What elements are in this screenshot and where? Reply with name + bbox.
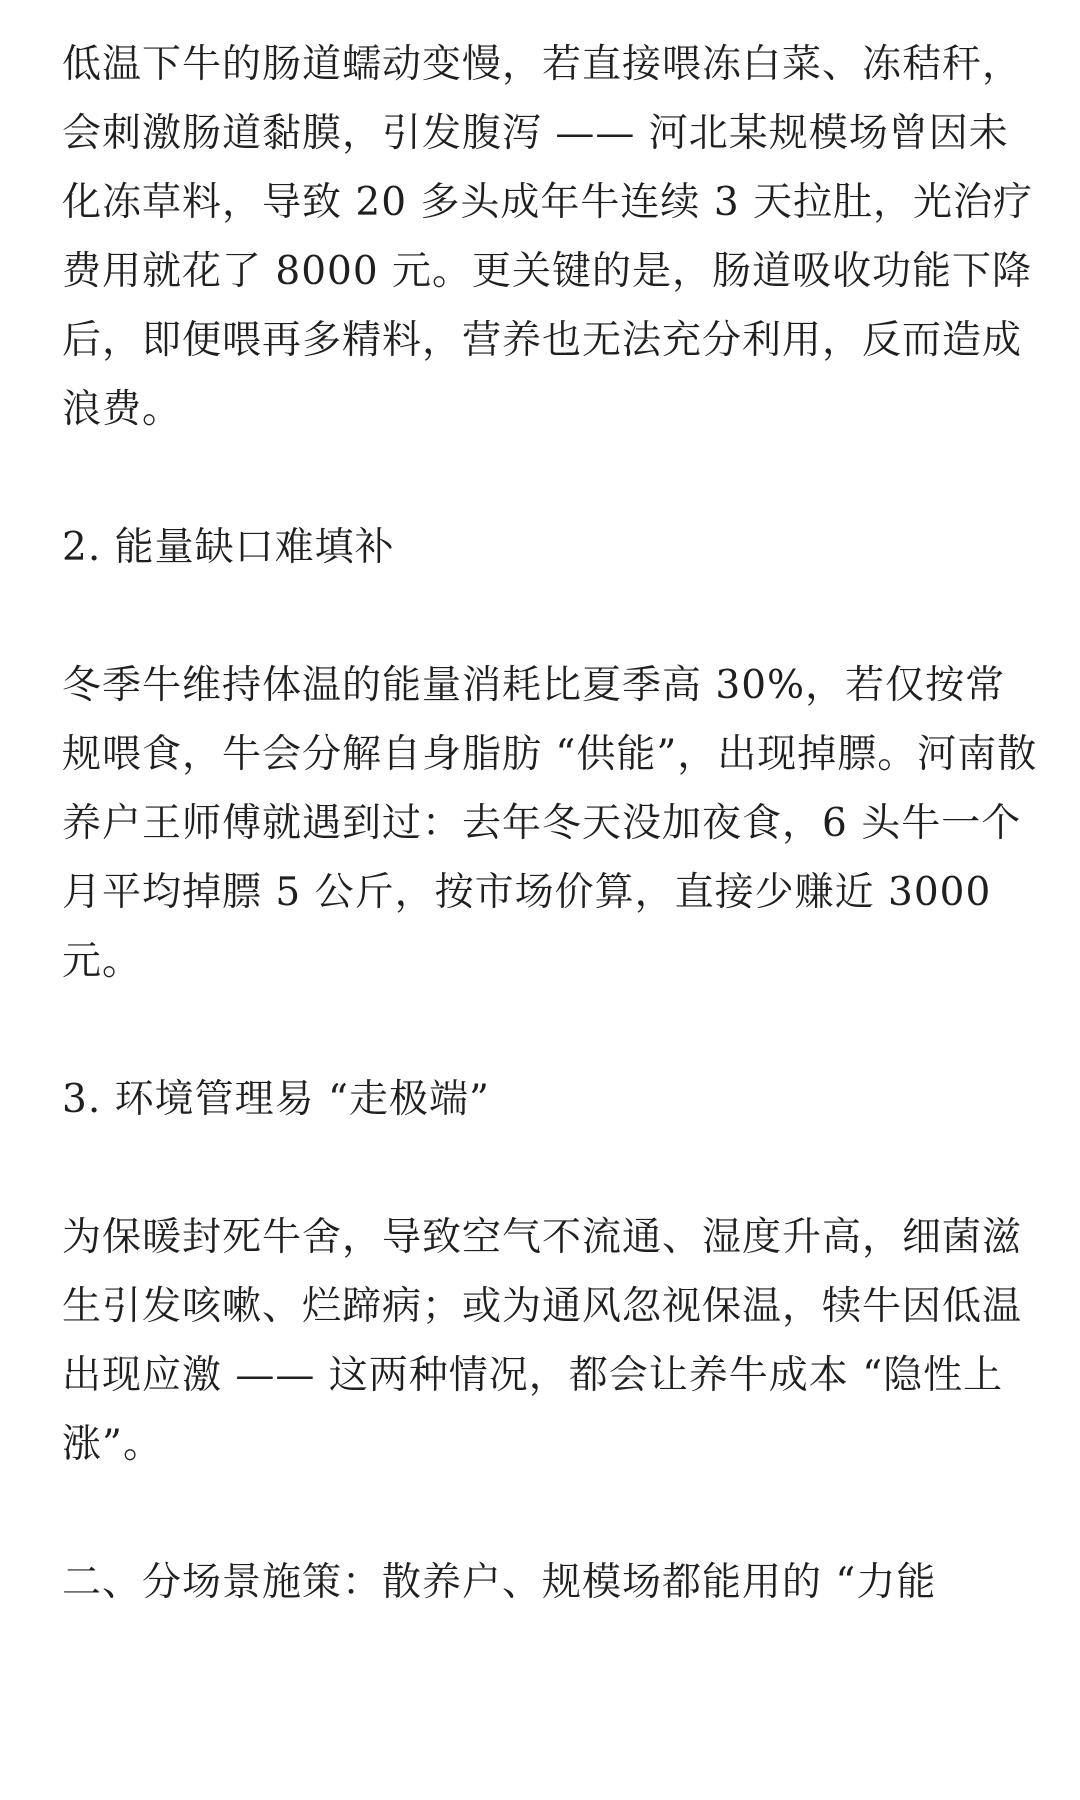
heading-energy-gap: 2. 能量缺口难填补 <box>62 525 395 570</box>
paragraph-gap <box>62 582 1040 651</box>
section-heading-strategies: 二、分场景施策：散养户、规模场都能用的 “力能 <box>62 1560 937 1605</box>
paragraph-gap <box>62 1479 1040 1548</box>
paragraph-gap <box>62 996 1040 1065</box>
heading-environment: 3. 环境管理易 “走极端” <box>62 1077 490 1122</box>
paragraph-energy: 冬季牛维持体温的能量消耗比夏季高 30%，若仅按常规喂食，牛会分解自身脂肪 “供能”，出现掉膘。河南散养户王师傅就遇到过：去年冬天没加夜食，6 头牛一个月平均掉膘 5 公斤，按市场价算，直接少赚近 3000 元。 <box>62 663 1038 984</box>
paragraph-environment: 为保暖封死牛舍，导致空气不流通、湿度升高，细菌滋生引发咳嗽、烂蹄病；或为通风忽视保温，犊牛因低温出现应激 —— 这两种情况，都会让养牛成本 “隐性上涨”。 <box>62 1215 1023 1467</box>
paragraph-intestine: 低温下牛的肠道蠕动变慢，若直接喂冻白菜、冻秸秆，会刺激肠道黏膜，引发腹泻 —— 河北某规模场曾因未化冻草料，导致 20 多头成年牛连续 3 天拉肚，光治疗费用就花了 8000 元。更关键的是，肠道吸收功能下降后，即便喂再多精料，营养也无法充分利用，反而造成浪费。 <box>62 42 1034 432</box>
paragraph-gap <box>62 444 1040 513</box>
paragraph-gap <box>62 1134 1040 1203</box>
